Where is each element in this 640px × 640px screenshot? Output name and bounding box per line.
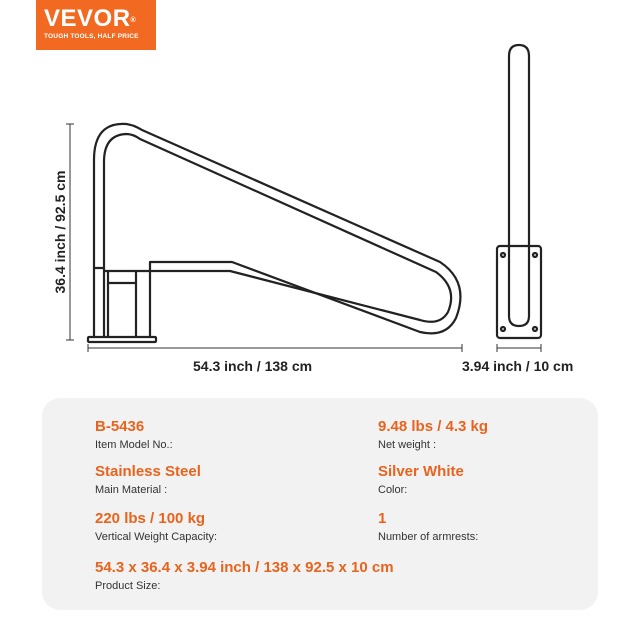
handrail-side-view — [88, 124, 460, 342]
spec-capacity — [95, 510, 217, 544]
height-dimension-label: 36.4 inch / 92.5 cm — [52, 170, 68, 294]
spec-material-value: Stainless Steel — [95, 463, 201, 480]
logo-brand: VEVOR — [44, 5, 131, 32]
spec-armrests — [378, 510, 478, 544]
spec-weight — [378, 418, 488, 452]
spec-material — [95, 463, 201, 497]
spec-model-label: Item Model No.: — [95, 439, 173, 451]
spec-size-label: Product Size: — [95, 580, 161, 592]
width-dimension-label: 54.3 inch / 138 cm — [193, 358, 313, 374]
spec-color — [378, 463, 464, 497]
spec-capacity-label: Vertical Weight Capacity: — [95, 531, 218, 543]
spec-model-value: B-5436 — [95, 418, 145, 435]
spec-weight-label: Net weight : — [378, 439, 437, 451]
depth-dimension-label: 3.94 inch / 10 cm — [462, 358, 574, 374]
spec-armrests-label: Number of armrests: — [378, 531, 479, 543]
spec-model — [95, 418, 173, 452]
specifications-panel — [42, 398, 598, 610]
spec-color-value: Silver White — [378, 463, 464, 480]
spec-capacity-value: 220 lbs / 100 kg — [95, 510, 206, 527]
handrail-end-view — [497, 45, 541, 338]
width-dimension-line — [88, 344, 462, 352]
logo-registered-mark: ® — [130, 17, 137, 24]
spec-material-label: Main Material : — [95, 484, 168, 496]
spec-size-value: 54.3 x 36.4 x 3.94 inch / 138 x 92.5 x 10 cm — [95, 559, 394, 576]
spec-armrests-value: 1 — [378, 510, 387, 527]
logo-tagline: TOUGH TOOLS, HALF PRICE — [44, 33, 139, 40]
depth-dimension-line — [497, 344, 541, 352]
spec-weight-value: 9.48 lbs / 4.3 kg — [378, 418, 489, 435]
spec-color-label: Color: — [378, 484, 408, 496]
spec-size — [95, 559, 394, 593]
